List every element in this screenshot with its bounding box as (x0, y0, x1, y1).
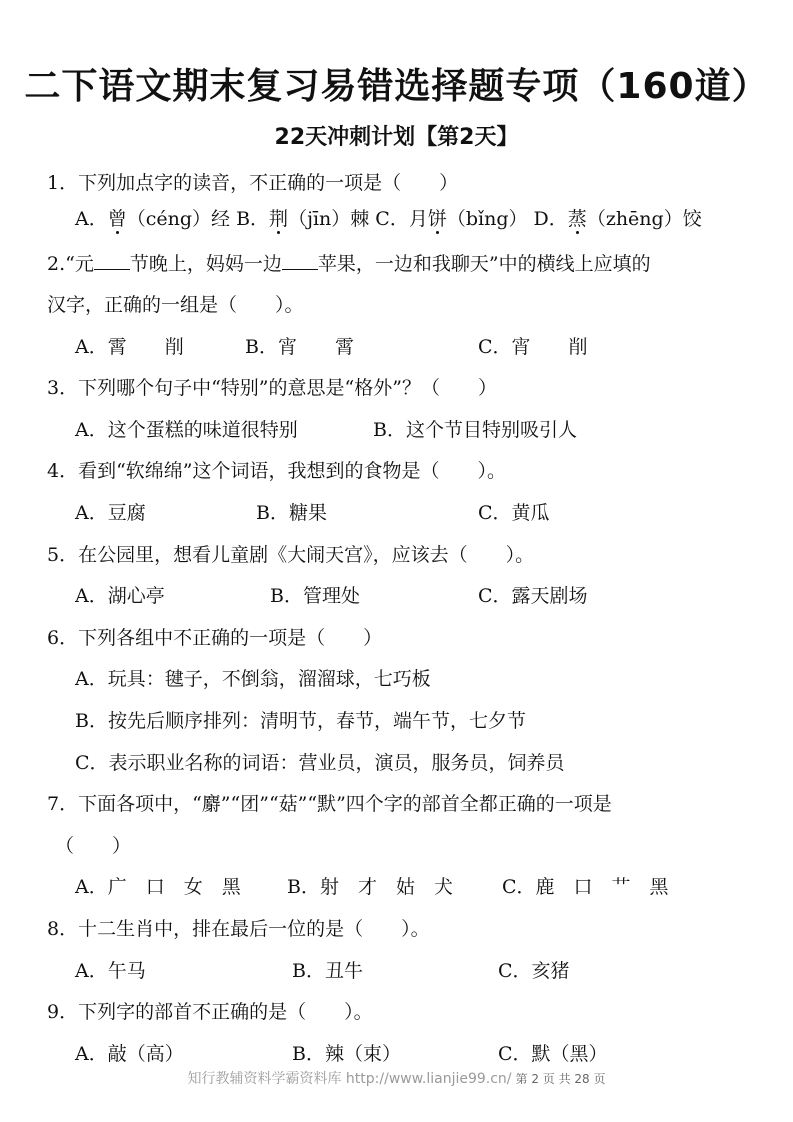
option-b: B．按先后顺序排列：清明节，春节，端午节，七夕节 (75, 710, 526, 732)
option-c: C．表示职业名称的词语：营业员，演员，服务员，饲养员 (75, 752, 565, 774)
page-title: 二下语文期末复习易错选择题专项（160道） (24, 66, 769, 107)
option-c: C．默（黑） (498, 1043, 608, 1065)
dotted-char: 曾 (107, 208, 127, 230)
option-a: A．这个蛋糕的味道很特别 (75, 419, 298, 441)
dotted-char: 荆 (269, 208, 289, 230)
dotted-char: 蒸 (567, 208, 587, 230)
question-3-stem: 3．下列哪个句子中“特别”的意思是“格外”？（ ） (47, 377, 497, 399)
option-b: B．辣（束） (292, 1043, 401, 1065)
option-b: B．宵 霄 (245, 336, 354, 358)
option-c: C．露天剧场 (478, 585, 588, 607)
dotted-char: 饼 (427, 208, 447, 230)
page-footer (0, 1068, 793, 1088)
option-a: A．广 口 女 黑 (75, 876, 241, 898)
blank-line (282, 251, 318, 270)
question-7-stem: 7．下面各项中，“麝”“团”“菇”“默”四个字的部首全都正确的一项是 (47, 793, 612, 815)
option-c: C．宵 削 (478, 336, 588, 358)
page-number: 第 2 页 共 28 页 (515, 1072, 606, 1086)
blank-line (94, 251, 130, 270)
question-8-stem: 8．十二生肖中，排在最后一位的是（ ）。 (47, 918, 430, 940)
question-4-stem: 4．看到“软绵绵”这个词语，我想到的食物是（ ）。 (47, 460, 507, 482)
option-b: B．糖果 (256, 502, 327, 524)
page-subtitle: 22天冲刺计划【第2天】 (274, 125, 519, 150)
question-6-stem: 6．下列各组中不正确的一项是（ ） (47, 627, 383, 649)
option-a: A．湖心亭 (75, 585, 165, 607)
question-1-stem: 1．下列加点字的读音，不正确的一项是（ ） (47, 172, 459, 194)
option-b: B．射 才 姑 犬 (287, 876, 453, 898)
option-c: C．鹿 口 艹 黑 (502, 876, 669, 898)
question-5-stem: 5．在公园里，想看儿童剧《大闹天宫》，应该去（ ）。 (47, 544, 535, 566)
option-c: C．黄瓜 (478, 502, 550, 524)
option-a: A．午马 (75, 960, 146, 982)
question-9-stem: 9．下列字的部首不正确的是（ ）。 (47, 1001, 373, 1023)
question-2-stem: 2.“元 节晚上，妈妈一边 苹果，一边和我聊天”中的横线上应填的 (47, 253, 651, 275)
option-a: A．敲（高） (75, 1043, 184, 1065)
option-a: A．豆腐 (75, 502, 146, 524)
option-c: C．亥猪 (498, 960, 570, 982)
question-1-options: A．曾（céng）经 B．荆（jīn）棘 C．月饼（bǐng） D．蒸（zhēng）饺 (75, 208, 702, 230)
watermark-text: 知行教辅资料学霸资料库 http://www.lianjie99.cn/ (187, 1071, 512, 1087)
option-b: B．丑牛 (292, 960, 363, 982)
option-b: B．这个节目特别吸引人 (373, 419, 577, 441)
option-b: B．管理处 (270, 585, 360, 607)
option-a: A．霄 削 (75, 336, 184, 358)
question-7-answer-paren: （ ） (55, 835, 132, 857)
option-a: A．玩具：毽子，不倒翁，溜溜球，七巧板 (75, 668, 431, 690)
question-2-stem-cont: 汉字，正确的一组是（ ）。 (47, 294, 304, 316)
